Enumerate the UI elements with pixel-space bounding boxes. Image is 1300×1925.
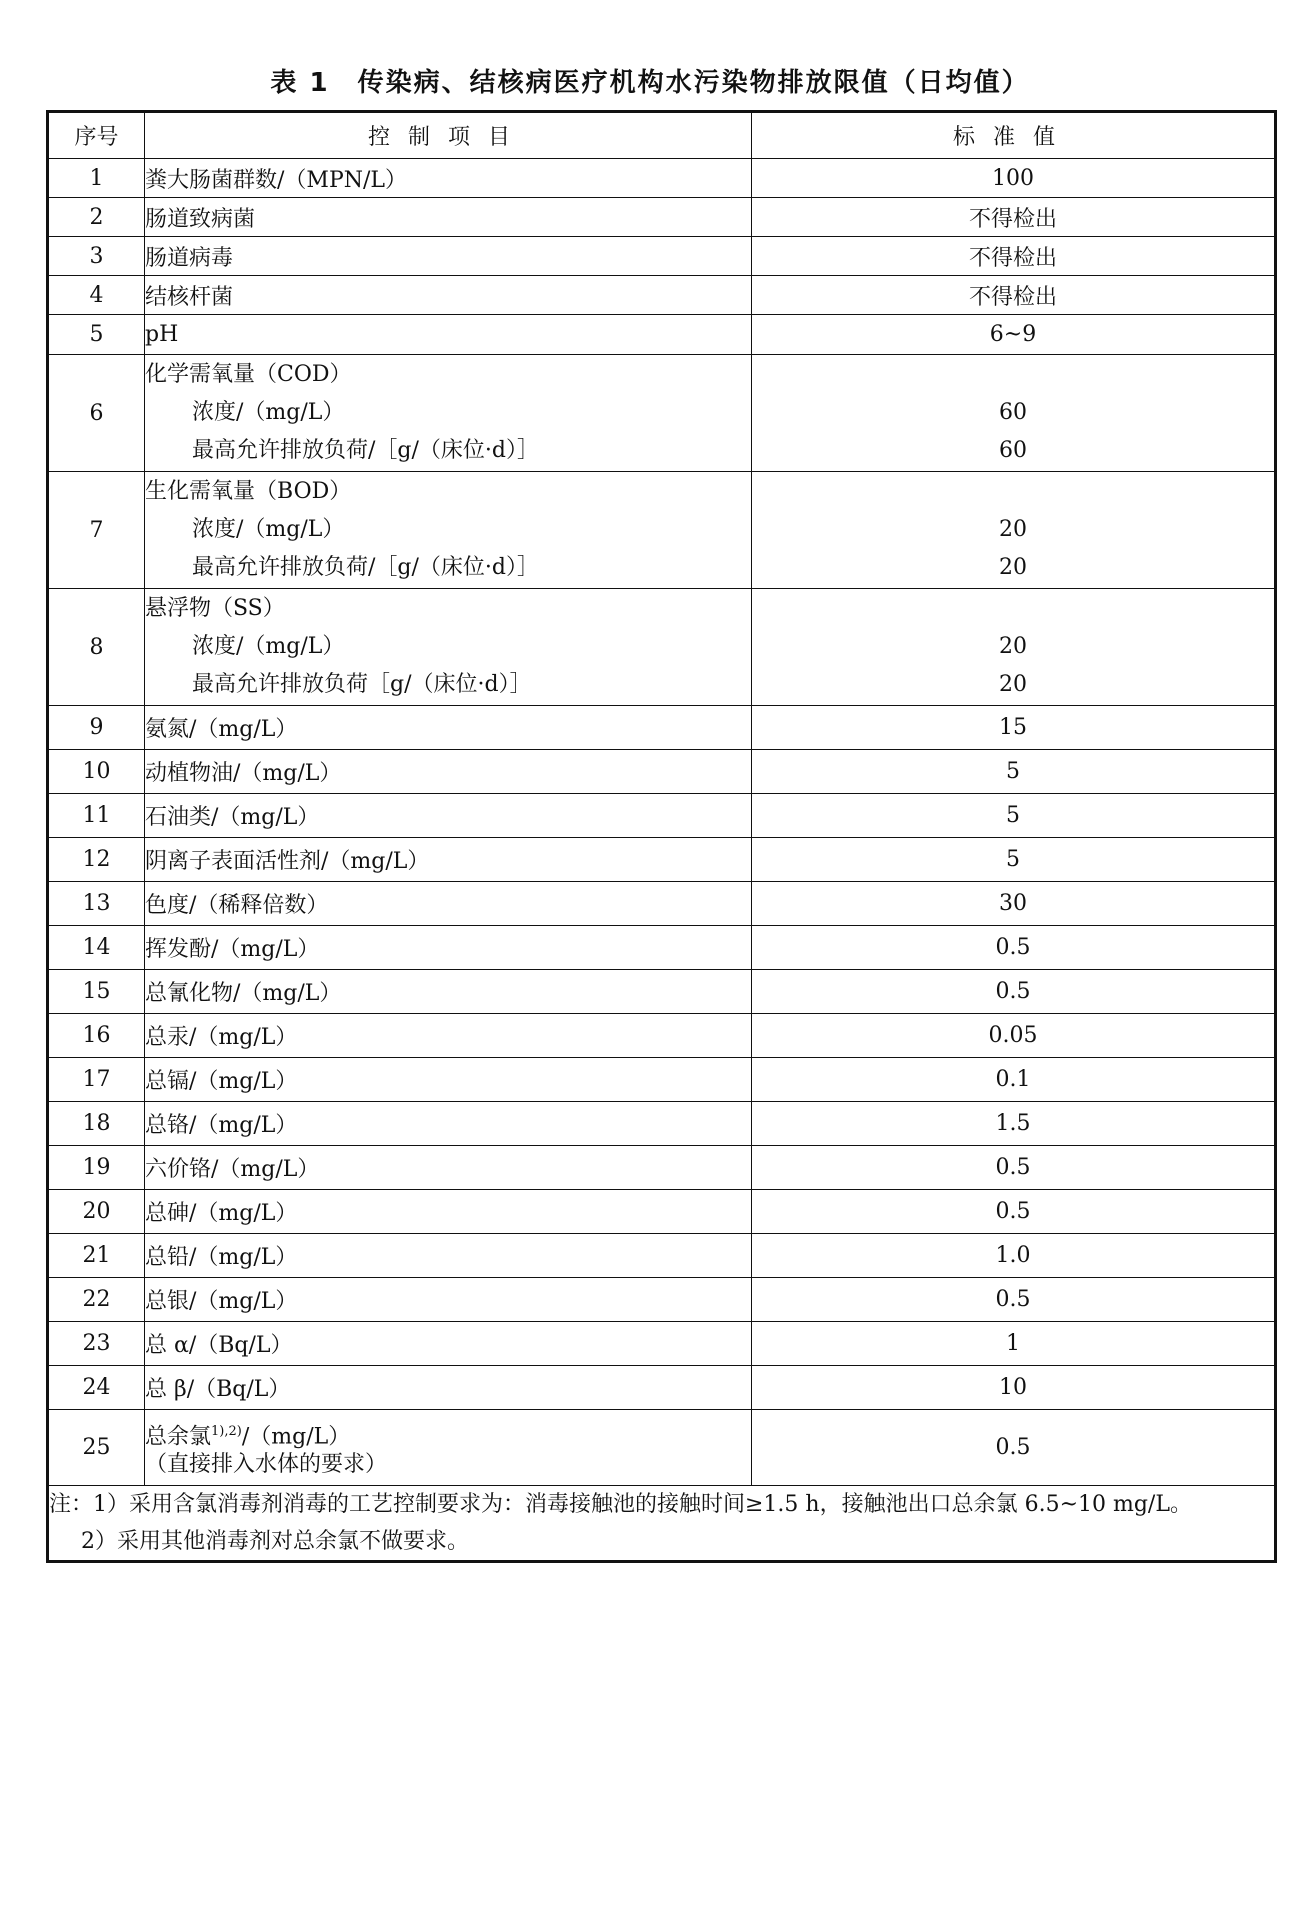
table-row bbox=[48, 1234, 1276, 1278]
row-standard-value bbox=[752, 355, 1276, 472]
row-standard-value: 30 bbox=[752, 882, 1276, 926]
row-control-item: 总 α/（Bq/L） bbox=[145, 1322, 752, 1366]
item-sub-value: 20 bbox=[999, 555, 1027, 580]
table-row bbox=[48, 1058, 1276, 1102]
table-row bbox=[48, 1322, 1276, 1366]
table-notes bbox=[48, 1486, 1276, 1562]
row-serial-number: 18 bbox=[48, 1102, 145, 1146]
row-serial-number: 9 bbox=[48, 706, 145, 750]
row-standard-value: 5 bbox=[752, 750, 1276, 794]
table-title: 表 1 传染病、结核病医疗机构水污染物排放限值（日均值） bbox=[270, 68, 1030, 98]
row-standard-value: 100 bbox=[752, 159, 1276, 198]
item-sub-value: 60 bbox=[999, 438, 1027, 463]
row-standard-value bbox=[752, 589, 1276, 706]
footnote-marker: 1),2) bbox=[211, 1423, 242, 1439]
item-sub-label: 最高允许排放负荷/［g/（床位·d）］ bbox=[192, 555, 539, 580]
row-standard-value: 0.5 bbox=[752, 1410, 1276, 1486]
row-control-item: 总汞/（mg/L） bbox=[145, 1014, 752, 1058]
row-standard-value: 6~9 bbox=[752, 315, 1276, 355]
value-spacer bbox=[752, 356, 1274, 394]
item-sub-label: 最高允许排放负荷［g/（床位·d）］ bbox=[192, 672, 532, 697]
header-serial-number: 序号 bbox=[48, 112, 145, 159]
row-serial-number: 17 bbox=[48, 1058, 145, 1102]
row-control-item: 色度/（稀释倍数） bbox=[145, 882, 752, 926]
table-body bbox=[48, 159, 1276, 1562]
table-row bbox=[48, 1278, 1276, 1322]
table-row bbox=[48, 159, 1276, 198]
table-row bbox=[48, 1014, 1276, 1058]
row-control-item: 挥发酚/（mg/L） bbox=[145, 926, 752, 970]
item-sub-value: 20 bbox=[999, 672, 1027, 697]
row-serial-number: 8 bbox=[48, 589, 145, 706]
row-control-item: 肠道病毒 bbox=[145, 237, 752, 276]
row-serial-number: 6 bbox=[48, 355, 145, 472]
value-spacer bbox=[752, 473, 1274, 511]
row-serial-number: 2 bbox=[48, 198, 145, 237]
item-sub-label: 浓度/（mg/L） bbox=[192, 634, 345, 659]
item-line-2: （直接排入水体的要求） bbox=[145, 1451, 388, 1477]
table-row bbox=[48, 355, 1276, 472]
row-standard-value: 不得检出 bbox=[752, 198, 1276, 237]
row-control-item bbox=[145, 472, 752, 589]
row-control-item: 动植物油/（mg/L） bbox=[145, 750, 752, 794]
row-standard-value: 1.5 bbox=[752, 1102, 1276, 1146]
item-sub-label: 浓度/（mg/L） bbox=[192, 400, 345, 425]
item-unit: /（mg/L） bbox=[241, 1423, 351, 1449]
table-row bbox=[48, 1190, 1276, 1234]
row-serial-number: 22 bbox=[48, 1278, 145, 1322]
row-standard-value: 0.5 bbox=[752, 1146, 1276, 1190]
table-row bbox=[48, 838, 1276, 882]
row-control-item: 肠道致病菌 bbox=[145, 198, 752, 237]
item-group-title: 化学需氧量（COD） bbox=[145, 362, 352, 387]
row-control-item: 氨氮/（mg/L） bbox=[145, 706, 752, 750]
row-serial-number: 5 bbox=[48, 315, 145, 355]
item-group-title: 悬浮物（SS） bbox=[145, 596, 285, 621]
row-standard-value: 0.5 bbox=[752, 1278, 1276, 1322]
table-row bbox=[48, 1146, 1276, 1190]
row-serial-number: 7 bbox=[48, 472, 145, 589]
row-standard-value: 1.0 bbox=[752, 1234, 1276, 1278]
item-group-title: 生化需氧量（BOD） bbox=[145, 479, 352, 504]
row-control-item: 粪大肠菌群数/（MPN/L） bbox=[145, 159, 752, 198]
table-row bbox=[48, 882, 1276, 926]
row-standard-value: 10 bbox=[752, 1366, 1276, 1410]
table-row bbox=[48, 276, 1276, 315]
table-row bbox=[48, 1102, 1276, 1146]
table-row bbox=[48, 315, 1276, 355]
row-control-item bbox=[145, 355, 752, 472]
row-control-item: 阴离子表面活性剂/（mg/L） bbox=[145, 838, 752, 882]
row-standard-value bbox=[752, 472, 1276, 589]
row-control-item bbox=[145, 589, 752, 706]
row-standard-value: 1 bbox=[752, 1322, 1276, 1366]
row-control-item bbox=[145, 1410, 752, 1486]
table-row bbox=[48, 1366, 1276, 1410]
table-header-row bbox=[48, 112, 1276, 159]
header-standard-value: 标准值 bbox=[752, 112, 1276, 159]
row-serial-number: 23 bbox=[48, 1322, 145, 1366]
limits-table-container bbox=[46, 110, 1274, 1563]
row-control-item: pH bbox=[145, 315, 752, 355]
row-control-item: 结核杆菌 bbox=[145, 276, 752, 315]
row-serial-number: 12 bbox=[48, 838, 145, 882]
row-standard-value: 不得检出 bbox=[752, 237, 1276, 276]
item-sub-label: 最高允许排放负荷/［g/（床位·d）］ bbox=[192, 438, 539, 463]
item-sub-value: 20 bbox=[999, 634, 1027, 659]
row-control-item: 总银/（mg/L） bbox=[145, 1278, 752, 1322]
row-standard-value: 0.5 bbox=[752, 970, 1276, 1014]
table-row bbox=[48, 198, 1276, 237]
table-row bbox=[48, 794, 1276, 838]
row-serial-number: 3 bbox=[48, 237, 145, 276]
limits-table bbox=[46, 110, 1277, 1563]
row-serial-number: 14 bbox=[48, 926, 145, 970]
row-standard-value: 5 bbox=[752, 838, 1276, 882]
item-line bbox=[145, 1415, 751, 1448]
item-sub-label: 浓度/（mg/L） bbox=[192, 517, 345, 542]
row-standard-value: 0.1 bbox=[752, 1058, 1276, 1102]
row-control-item: 总 β/（Bq/L） bbox=[145, 1366, 752, 1410]
item-prefix: 总余氯 bbox=[145, 1423, 212, 1449]
table-row bbox=[48, 926, 1276, 970]
item-sub-value: 20 bbox=[999, 517, 1027, 542]
row-control-item: 总镉/（mg/L） bbox=[145, 1058, 752, 1102]
value-spacer bbox=[752, 590, 1274, 628]
row-control-item: 总铅/（mg/L） bbox=[145, 1234, 752, 1278]
row-standard-value: 5 bbox=[752, 794, 1276, 838]
row-standard-value: 不得检出 bbox=[752, 276, 1276, 315]
row-standard-value: 0.5 bbox=[752, 1190, 1276, 1234]
row-serial-number: 10 bbox=[48, 750, 145, 794]
row-serial-number: 25 bbox=[48, 1410, 145, 1486]
row-serial-number: 15 bbox=[48, 970, 145, 1014]
note-line: 2）采用其他消毒剂对总余氯不做要求。 bbox=[81, 1529, 469, 1554]
row-serial-number: 16 bbox=[48, 1014, 145, 1058]
table-row bbox=[48, 472, 1276, 589]
table-row bbox=[48, 970, 1276, 1014]
table-row bbox=[48, 1410, 1276, 1486]
row-control-item: 总铬/（mg/L） bbox=[145, 1102, 752, 1146]
row-serial-number: 19 bbox=[48, 1146, 145, 1190]
row-serial-number: 13 bbox=[48, 882, 145, 926]
row-serial-number: 1 bbox=[48, 159, 145, 198]
row-control-item: 石油类/（mg/L） bbox=[145, 794, 752, 838]
header-control-item: 控制项目 bbox=[145, 112, 752, 159]
row-standard-value: 15 bbox=[752, 706, 1276, 750]
row-control-item: 六价铬/（mg/L） bbox=[145, 1146, 752, 1190]
note-line: 注：1）采用含氯消毒剂消毒的工艺控制要求为：消毒接触池的接触时间≥1.5 h，接触池出口总余氯 6.5~10 mg/L。 bbox=[49, 1492, 1192, 1517]
item-sub-value: 60 bbox=[999, 400, 1027, 425]
row-serial-number: 11 bbox=[48, 794, 145, 838]
notes-row bbox=[48, 1486, 1276, 1562]
row-control-item: 总砷/（mg/L） bbox=[145, 1190, 752, 1234]
row-standard-value: 0.5 bbox=[752, 926, 1276, 970]
row-serial-number: 24 bbox=[48, 1366, 145, 1410]
row-serial-number: 4 bbox=[48, 276, 145, 315]
table-row bbox=[48, 589, 1276, 706]
row-standard-value: 0.05 bbox=[752, 1014, 1276, 1058]
row-serial-number: 21 bbox=[48, 1234, 145, 1278]
table-row bbox=[48, 750, 1276, 794]
table-row bbox=[48, 706, 1276, 750]
row-control-item: 总氰化物/（mg/L） bbox=[145, 970, 752, 1014]
table-row bbox=[48, 237, 1276, 276]
row-serial-number: 20 bbox=[48, 1190, 145, 1234]
